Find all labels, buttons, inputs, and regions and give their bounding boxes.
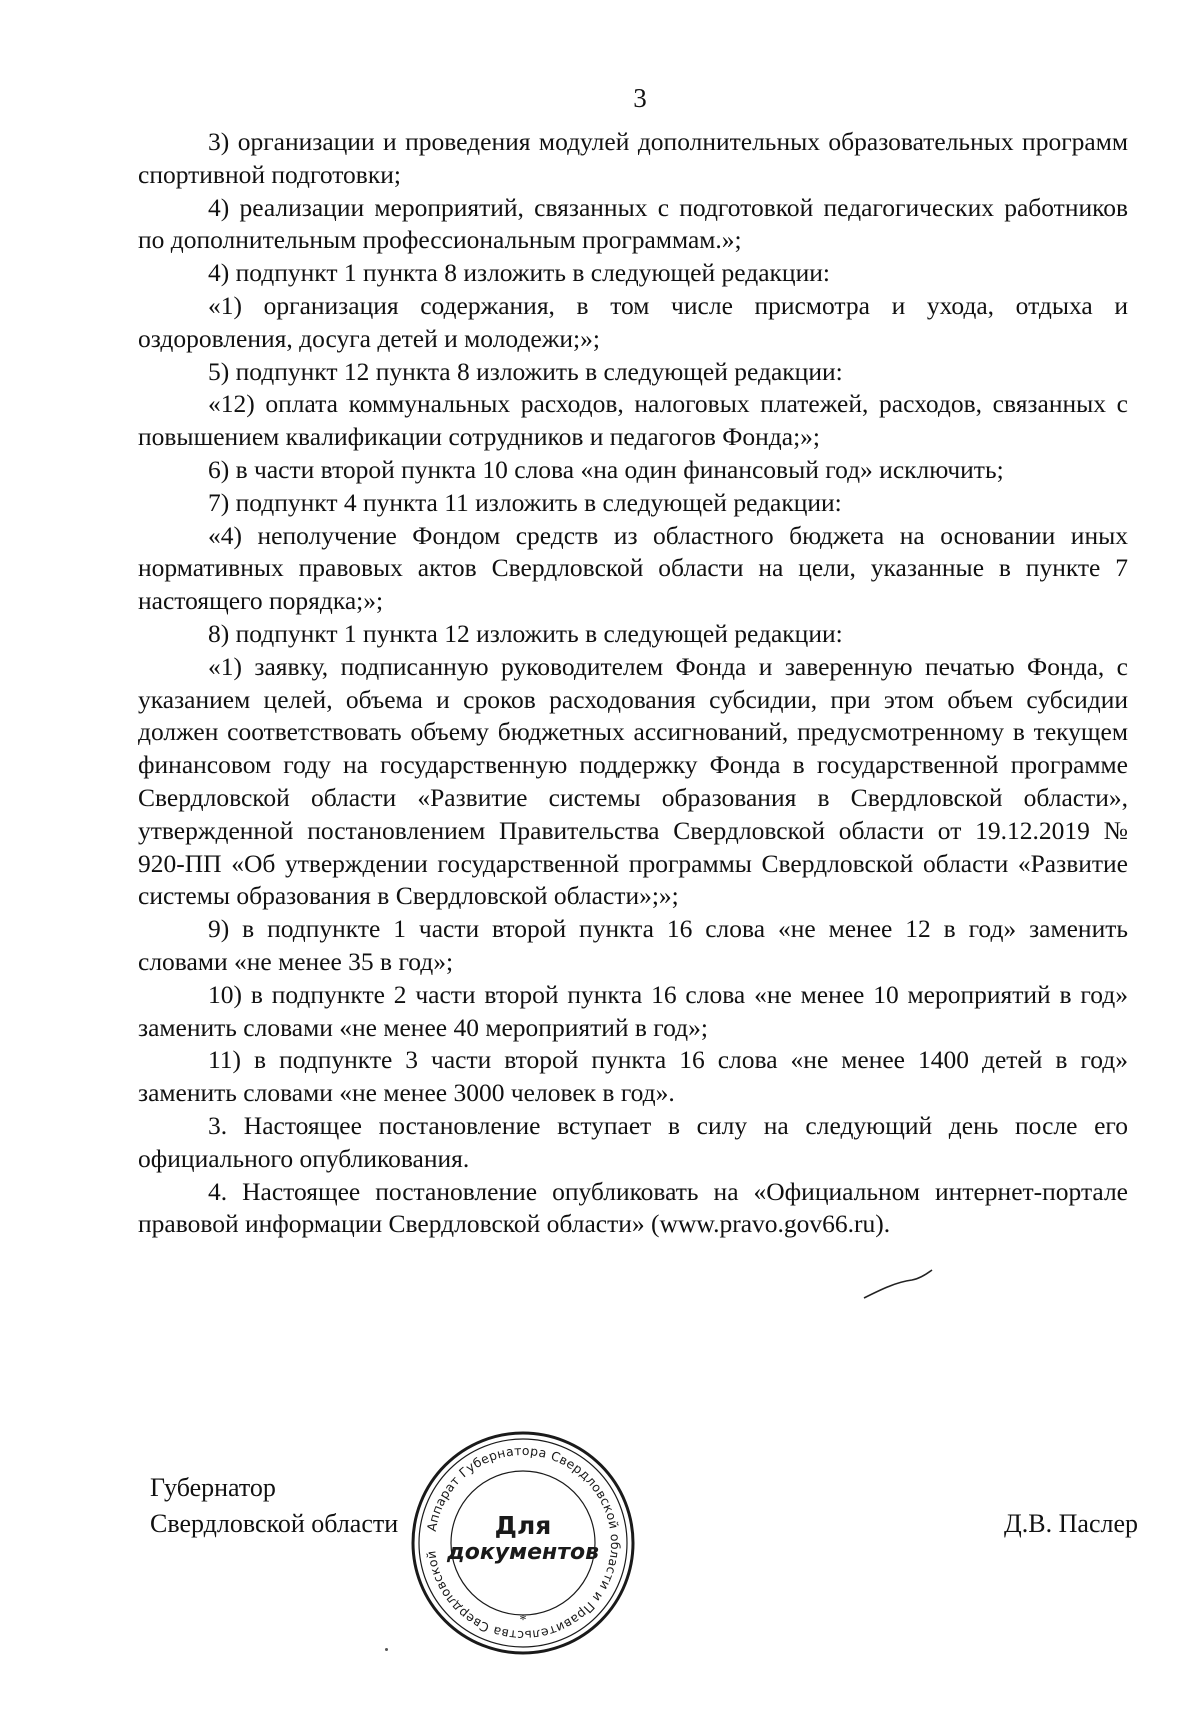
paragraph: 4) реализации мероприятий, связанных с подготовкой педагогических работников по дополнительным профессиональным программам.»; bbox=[138, 192, 1128, 255]
paragraph: 8) подпункт 1 пункта 12 изложить в следующей редакции: bbox=[208, 618, 843, 648]
page-number: 3 bbox=[633, 83, 647, 113]
scan-dot bbox=[385, 1648, 388, 1651]
paragraph: 9) в подпункте 1 части второй пункта 16 слова «не менее 12 в год» заменить словами «не менее 35 в год»; bbox=[138, 914, 1128, 976]
paragraph: 6) в части второй пункта 10 слова «на один финансовый год» исключить; bbox=[208, 454, 1004, 484]
stamp-text-line1: Для bbox=[494, 1511, 552, 1540]
signatory-name: Д.В. Паслер bbox=[1004, 1509, 1138, 1538]
handwritten-mark bbox=[860, 1264, 940, 1304]
official-stamp bbox=[408, 1428, 638, 1658]
paragraph: «4) неполучение Фондом средств из областного бюджета на основании иных нормативных правовых актов Свердловской области на цели, указанные в пункте 7 настоящего порядка;»; bbox=[138, 520, 1128, 616]
paragraph: 4) подпункт 1 пункта 8 изложить в следующей редакции: bbox=[208, 258, 830, 288]
paragraph: 4. Настоящее постановление опубликовать на «Официальном интернет-портале правовой информации Свердловской области» (www.pravo.gov66.ru). bbox=[138, 1176, 1128, 1239]
signature-block bbox=[0, 1442, 1200, 1650]
paragraph: 5) подпункт 12 пункта 8 изложить в следующей редакции: bbox=[208, 356, 843, 386]
paragraph: 3. Настоящее постановление вступает в силу на следующий день после его официального опубликования. bbox=[138, 1110, 1128, 1173]
paragraph: 11) в подпункте 3 части второй пункта 16 слова «не менее 1400 детей в год» заменить словами «не менее 3000 человек в год». bbox=[138, 1045, 1128, 1108]
document-body bbox=[138, 126, 1128, 1241]
svg-text:Аппарат Губернатора Свердловск: Аппарат Губернатора Свердловской области и Правительства Свердловской bbox=[423, 1442, 624, 1644]
paragraph: «1) заявку, подписанную руководителем Фонда и заверенную печатью Фонда, с указанием целей, объема и сроков расходования субсидии, при этом объем субсидии должен соответствовать объему бюджетных ассигнований, предусмотренному в текущем финансовом году на государственную поддержку Фонда в государственной программе Свердловской области «Развитие системы образования в Свердловской области», утвержденной постановлением Правительства Свердловской области от 19.12.2019 № 920-ПП «Об утверждении государственной программы Свердловской области «Развитие системы образования в Свердловской области»;»; bbox=[138, 651, 1128, 911]
paragraph: «12) оплата коммунальных расходов, налоговых платежей, расходов, связанных с повышением квалификации сотрудников и педагогов Фонда;»; bbox=[138, 389, 1128, 452]
paragraph: 10) в подпункте 2 части второй пункта 16 слова «не менее 10 мероприятий в год» заменить словами «не менее 40 мероприятий в год»; bbox=[138, 979, 1128, 1042]
stamp-text-line2: документов bbox=[446, 1540, 600, 1565]
paragraph: «1) организация содержания, в том числе присмотра и ухода, отдыха и оздоровления, досуга детей и молодежи;»; bbox=[138, 290, 1128, 353]
paragraph: 3) организации и проведения модулей дополнительных образовательных программ спортивной подготовки; bbox=[138, 127, 1128, 189]
stamp-center bbox=[408, 1428, 638, 1658]
signatory-title-line2: Свердловской области bbox=[150, 1509, 399, 1538]
svg-text:*: * bbox=[519, 1613, 527, 1628]
paragraph: 7) подпункт 4 пункта 11 изложить в следующей редакции: bbox=[208, 487, 842, 517]
signatory-title bbox=[150, 1470, 398, 1542]
signatory-title-line1: Губернатор bbox=[150, 1473, 276, 1502]
